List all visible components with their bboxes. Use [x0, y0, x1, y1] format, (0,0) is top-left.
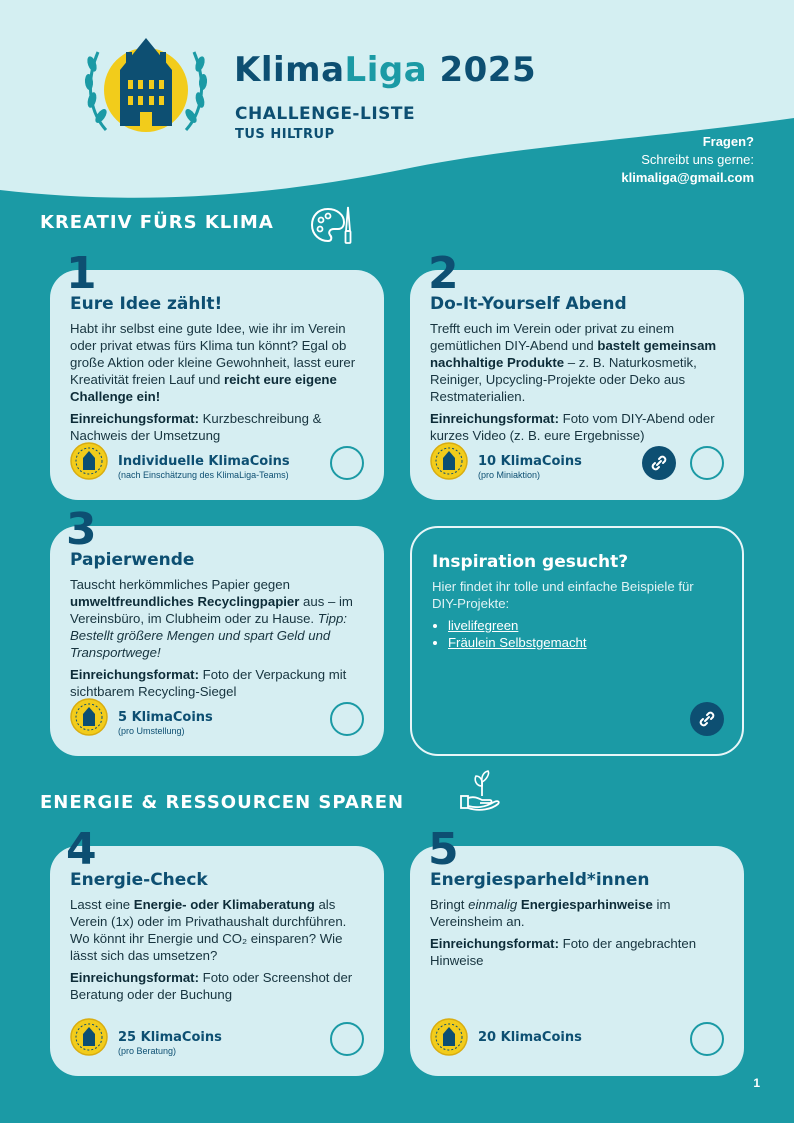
- palette-icon: [310, 205, 354, 245]
- inspiration-card: [410, 526, 744, 756]
- klimacoin-icon: [70, 442, 108, 480]
- coin-value: 25 KlimaCoins: [118, 1030, 222, 1045]
- challenge-card-5: [410, 846, 744, 1076]
- card-title: Papierwende: [70, 550, 195, 570]
- card-title: Do-It-Yourself Abend: [430, 294, 627, 314]
- coin-value: 20 KlimaCoins: [478, 1030, 582, 1045]
- coin-note: (pro Umstellung): [118, 726, 185, 736]
- card-description: Habt ihr selbst eine gute Idee, wie ihr im Verein oder privat etwas fürs Klima tun könnt? Egal ob große Aktion oder kleine Gewohnheit, lasst eurer Kreativität freien Lauf und reicht eure eigene Challenge ein!: [70, 321, 356, 404]
- card-title: Inspiration gesucht?: [432, 552, 629, 572]
- klimaliga-logo: [76, 30, 216, 142]
- challenge-card-2: [410, 270, 744, 500]
- challenge-card-1: [50, 270, 384, 500]
- challenge-number: 5: [428, 824, 459, 875]
- page-number: 1: [753, 1076, 760, 1090]
- section-title-kreativ: KREATIV FÜRS KLIMA: [40, 212, 274, 233]
- card-title: Energiesparheld*innen: [430, 870, 650, 890]
- challenge-card-4: [50, 846, 384, 1076]
- page-title: KlimaLiga 2025: [234, 50, 537, 90]
- contact-box: Fragen? Schreibt uns gerne: klimaliga@gmail.com: [621, 134, 754, 185]
- completion-checkbox[interactable]: [330, 702, 364, 736]
- challenge-card-3: [50, 526, 384, 756]
- section-title-energie: ENERGIE & RESSOURCEN SPAREN: [40, 792, 405, 813]
- completion-checkbox[interactable]: [330, 1022, 364, 1056]
- contact-email[interactable]: klimaliga@gmail.com: [621, 170, 754, 185]
- klimacoin-icon: [70, 698, 108, 736]
- coin-note: (pro Beratung): [118, 1046, 177, 1056]
- hand-plant-icon: [460, 768, 502, 812]
- inspiration-text: Hier findet ihr tolle und einfache Beispiele für DIY-Projekte:: [432, 579, 694, 611]
- link-icon[interactable]: [642, 446, 676, 480]
- coin-value: 10 KlimaCoins: [478, 454, 582, 469]
- card-description: Lasst eine Energie- oder Klimaberatung als Verein (1x) oder im Privathaushalt durchführen. Wo könnt ihr Energie und CO₂ einsparen? Wie lässt sich das umsetzen?: [70, 897, 347, 963]
- coin-value: 5 KlimaCoins: [118, 710, 213, 725]
- card-format: Einreichungsformat: Foto der angebrachten Hinweise: [430, 936, 697, 968]
- klimacoin-icon: [430, 442, 468, 480]
- coin-note: (nach Einschätzung des KlimaLiga-Teams): [118, 470, 289, 480]
- link-livelifegreen[interactable]: • livelifegreen: [448, 617, 722, 634]
- completion-checkbox[interactable]: [330, 446, 364, 480]
- card-format: Einreichungsformat: Foto oder Screenshot der Beratung oder der Buchung: [70, 970, 353, 1002]
- challenge-number: 4: [66, 824, 97, 875]
- inspiration-links: [432, 617, 722, 651]
- completion-checkbox[interactable]: [690, 446, 724, 480]
- link-icon[interactable]: [690, 702, 724, 736]
- card-description: Trefft euch im Verein oder privat zu einem gemütlichen DIY-Abend und bastelt gemeinsam nachhaltige Produkte – z. B. Naturkosmetik, Reiniger, Upcycling-Projekte oder Deko aus Restmaterialien.: [430, 321, 717, 404]
- challenge-number: 1: [66, 248, 97, 299]
- klimacoin-icon: [430, 1018, 468, 1056]
- card-description: Tauscht herkömmliches Papier gegen umweltfreundliches Recyclingpapier aus – im Vereinsbüro, im Clubheim oder zu Hause. Tipp: Bestellt größere Mengen und spart Geld und Transportwege!: [70, 577, 353, 660]
- page-subtitle: CHALLENGE-LISTE: [235, 104, 416, 124]
- card-title: Eure Idee zählt!: [70, 294, 223, 314]
- club-name: TUS HILTRUP: [235, 127, 335, 142]
- coin-value: Individuelle KlimaCoins: [118, 454, 290, 469]
- completion-checkbox[interactable]: [690, 1022, 724, 1056]
- link-fraeulein-selbstgemacht[interactable]: • Fräulein Selbstgemacht: [448, 634, 722, 651]
- klimacoin-icon: [70, 1018, 108, 1056]
- challenge-number: 2: [428, 248, 459, 299]
- challenge-number: 3: [66, 504, 97, 555]
- card-title: Energie-Check: [70, 870, 208, 890]
- card-format: Einreichungsformat: Kurzbeschreibung & Nachweis der Umsetzung: [70, 411, 322, 443]
- card-format: Einreichungsformat: Foto der Verpackung mit sichtbarem Recycling-Siegel: [70, 667, 347, 699]
- card-format: Einreichungsformat: Foto vom DIY-Abend oder kurzes Video (z. B. eure Ergebnisse): [430, 411, 715, 443]
- card-description: Bringt einmalig Energiesparhinweise im Vereinsheim an.: [430, 897, 671, 929]
- coin-note: (pro Miniaktion): [478, 470, 541, 480]
